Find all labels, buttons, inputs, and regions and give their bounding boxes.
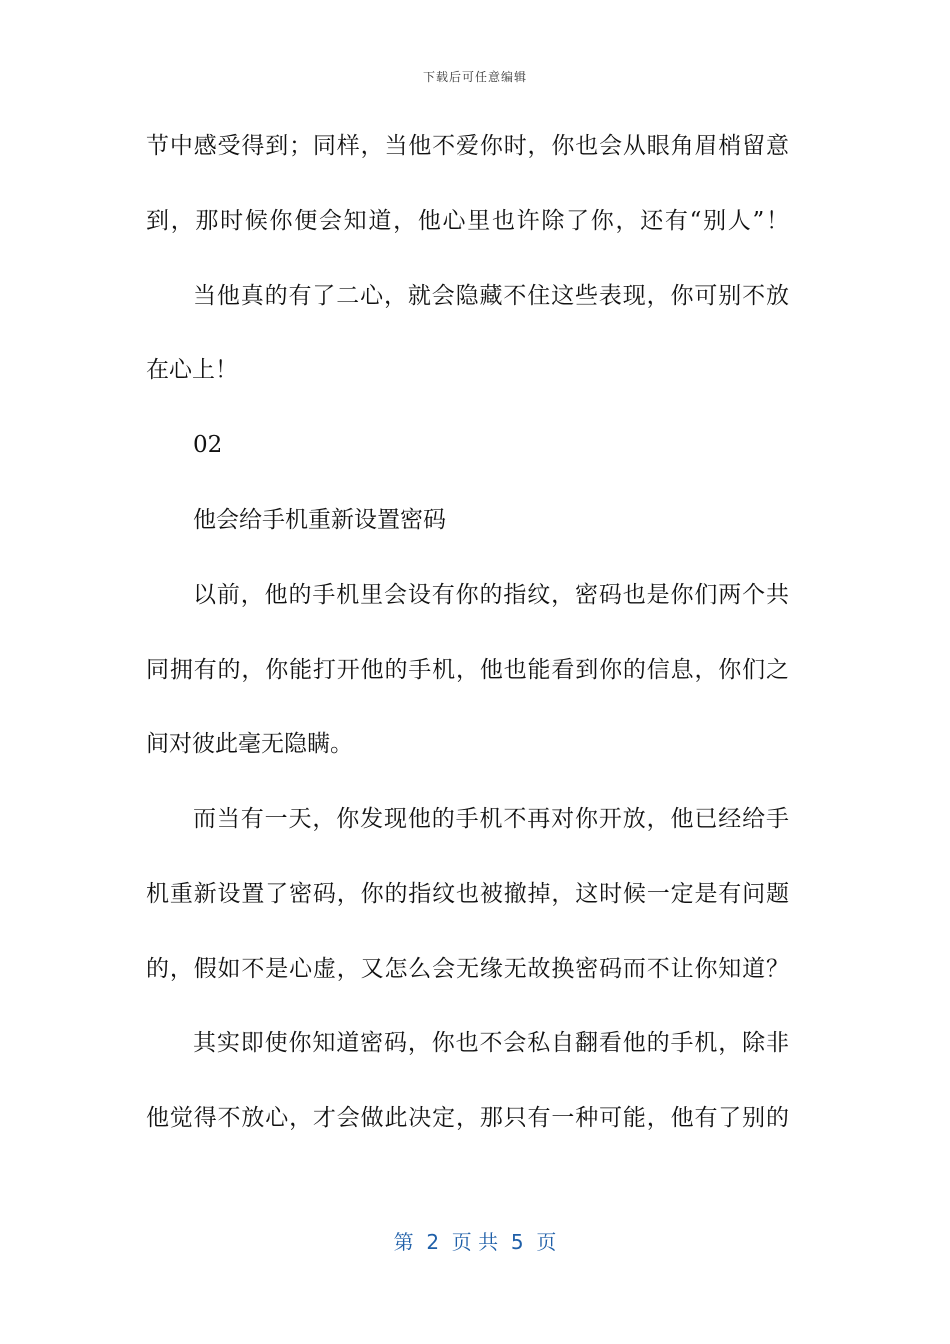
page-header: 下载后可任意编辑 [422,70,527,84]
section-heading: 他会给手机重新设置密码 [193,507,446,533]
section-number: 02 [193,432,223,458]
text-line: 的，假如不是心虚，又怎么会无缘无故换密码而不让你知道？ [146,956,789,982]
text-line: 当他真的有了二心，就会隐藏不住这些表现，你可别不放 [193,283,789,309]
text-line: 机重新设置了密码，你的指纹也被撤掉，这时候一定是有问题 [146,881,789,907]
page-indicator: 第 2 页 共 5 页 [393,1230,557,1254]
page-footer [0,1226,950,1255]
text-line: 在心上！ [146,357,238,383]
text-line: 间对彼此毫无隐瞒。 [146,731,353,757]
text-line: 以前，他的手机里会设有你的指纹，密码也是你们两个共 [193,582,789,608]
text-line: 他觉得不放心，才会做此决定，那只有一种可能，他有了别的 [146,1105,789,1131]
text-line: 其实即使你知道密码，你也不会私自翻看他的手机，除非 [193,1030,789,1056]
text-line: 节中感受得到；同样，当他不爱你时，你也会从眼角眉梢留意 [146,133,789,159]
text-line: 到，那时候你便会知道，他心里也许除了你，还有“别人”！ [146,208,789,234]
text-line: 而当有一天，你发现他的手机不再对你开放，他已经给手 [193,806,789,832]
text-line: 同拥有的，你能打开他的手机，他也能看到你的信息，你们之 [146,657,789,683]
